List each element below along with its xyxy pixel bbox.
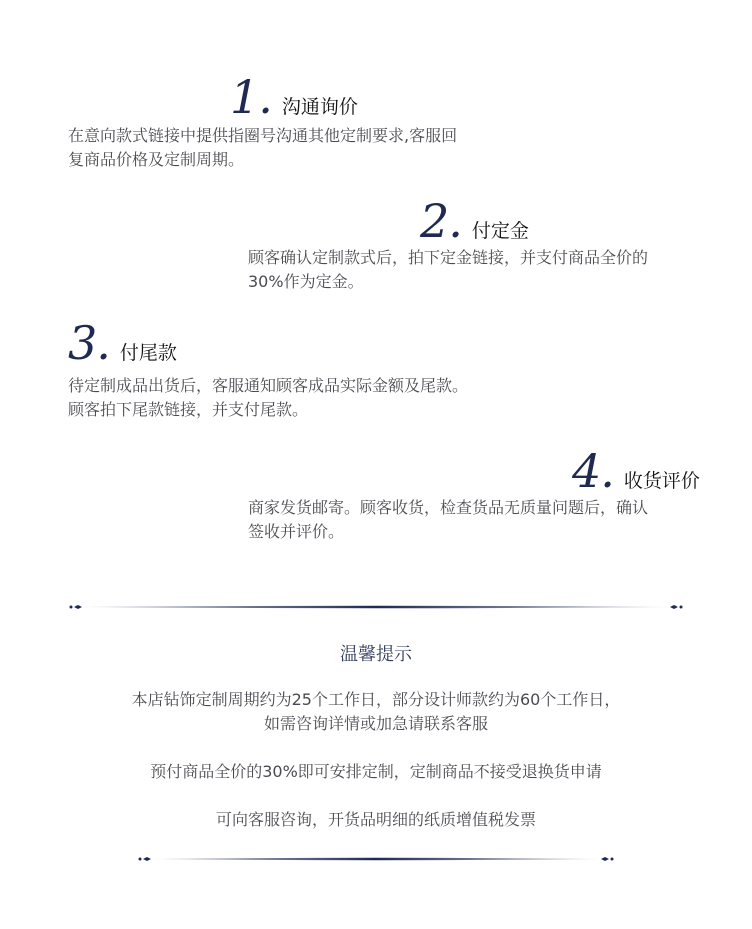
- step-2: [248, 194, 718, 294]
- step-1-number: 1.: [230, 70, 272, 124]
- step-2-number: 2.: [420, 194, 462, 248]
- step-4-desc-line: 签收并评价。: [248, 522, 345, 541]
- step-3-desc-line: 顾客拍下尾款链接，并支付尾款。: [68, 400, 309, 419]
- step-1-description: [68, 124, 538, 172]
- step-3: [68, 316, 538, 422]
- step-3-heading: [68, 316, 538, 370]
- ornamental-divider-top: [68, 602, 684, 612]
- step-2-heading: [420, 194, 718, 248]
- step-3-number: 3.: [68, 316, 110, 370]
- step-4-number: 4.: [572, 444, 614, 498]
- step-2-title: 付定金: [471, 220, 529, 242]
- step-4-description: [248, 496, 718, 544]
- step-4-desc-line: 商家发货邮寄。顾客收货，检查货品无质量问题后，确认: [248, 498, 649, 517]
- tip-line: 如需咨询详情或加急请联系客服: [263, 714, 488, 733]
- tips-section: [0, 640, 752, 832]
- step-4-title: 收货评价: [623, 470, 700, 492]
- ornamental-divider-bottom: [137, 854, 615, 864]
- step-3-description: [68, 374, 538, 422]
- tip-line: 预付商品全价的30%即可安排定制，定制商品不接受退换货申请: [150, 762, 602, 781]
- step-1-title: 沟通询价: [281, 96, 358, 118]
- step-1-desc-line: 复商品价格及定制周期。: [68, 150, 245, 169]
- step-2-desc-line: 30%作为定金。: [248, 272, 364, 291]
- step-2-description: [248, 246, 718, 294]
- step-3-title: 付尾款: [119, 342, 177, 364]
- step-4-heading: [572, 444, 718, 498]
- tip-line: 本店钻饰定制周期约为25个工作日，部分设计师款约为60个工作日，: [131, 690, 621, 709]
- tips-title: 温馨提示: [340, 644, 412, 665]
- step-1-heading: [230, 70, 538, 124]
- tip-line: 可向客服咨询，开货品明细的纸质增值税发票: [215, 810, 536, 829]
- step-2-desc-line: 顾客确认定制款式后，拍下定金链接，并支付商品全价的: [248, 248, 649, 267]
- step-1: [68, 70, 538, 172]
- step-4: [248, 444, 718, 544]
- step-1-desc-line: 在意向款式链接中提供指圈号沟通其他定制要求,客服回: [68, 126, 458, 145]
- step-3-desc-line: 待定制成品出货后，客服通知顾客成品实际金额及尾款。: [68, 376, 469, 395]
